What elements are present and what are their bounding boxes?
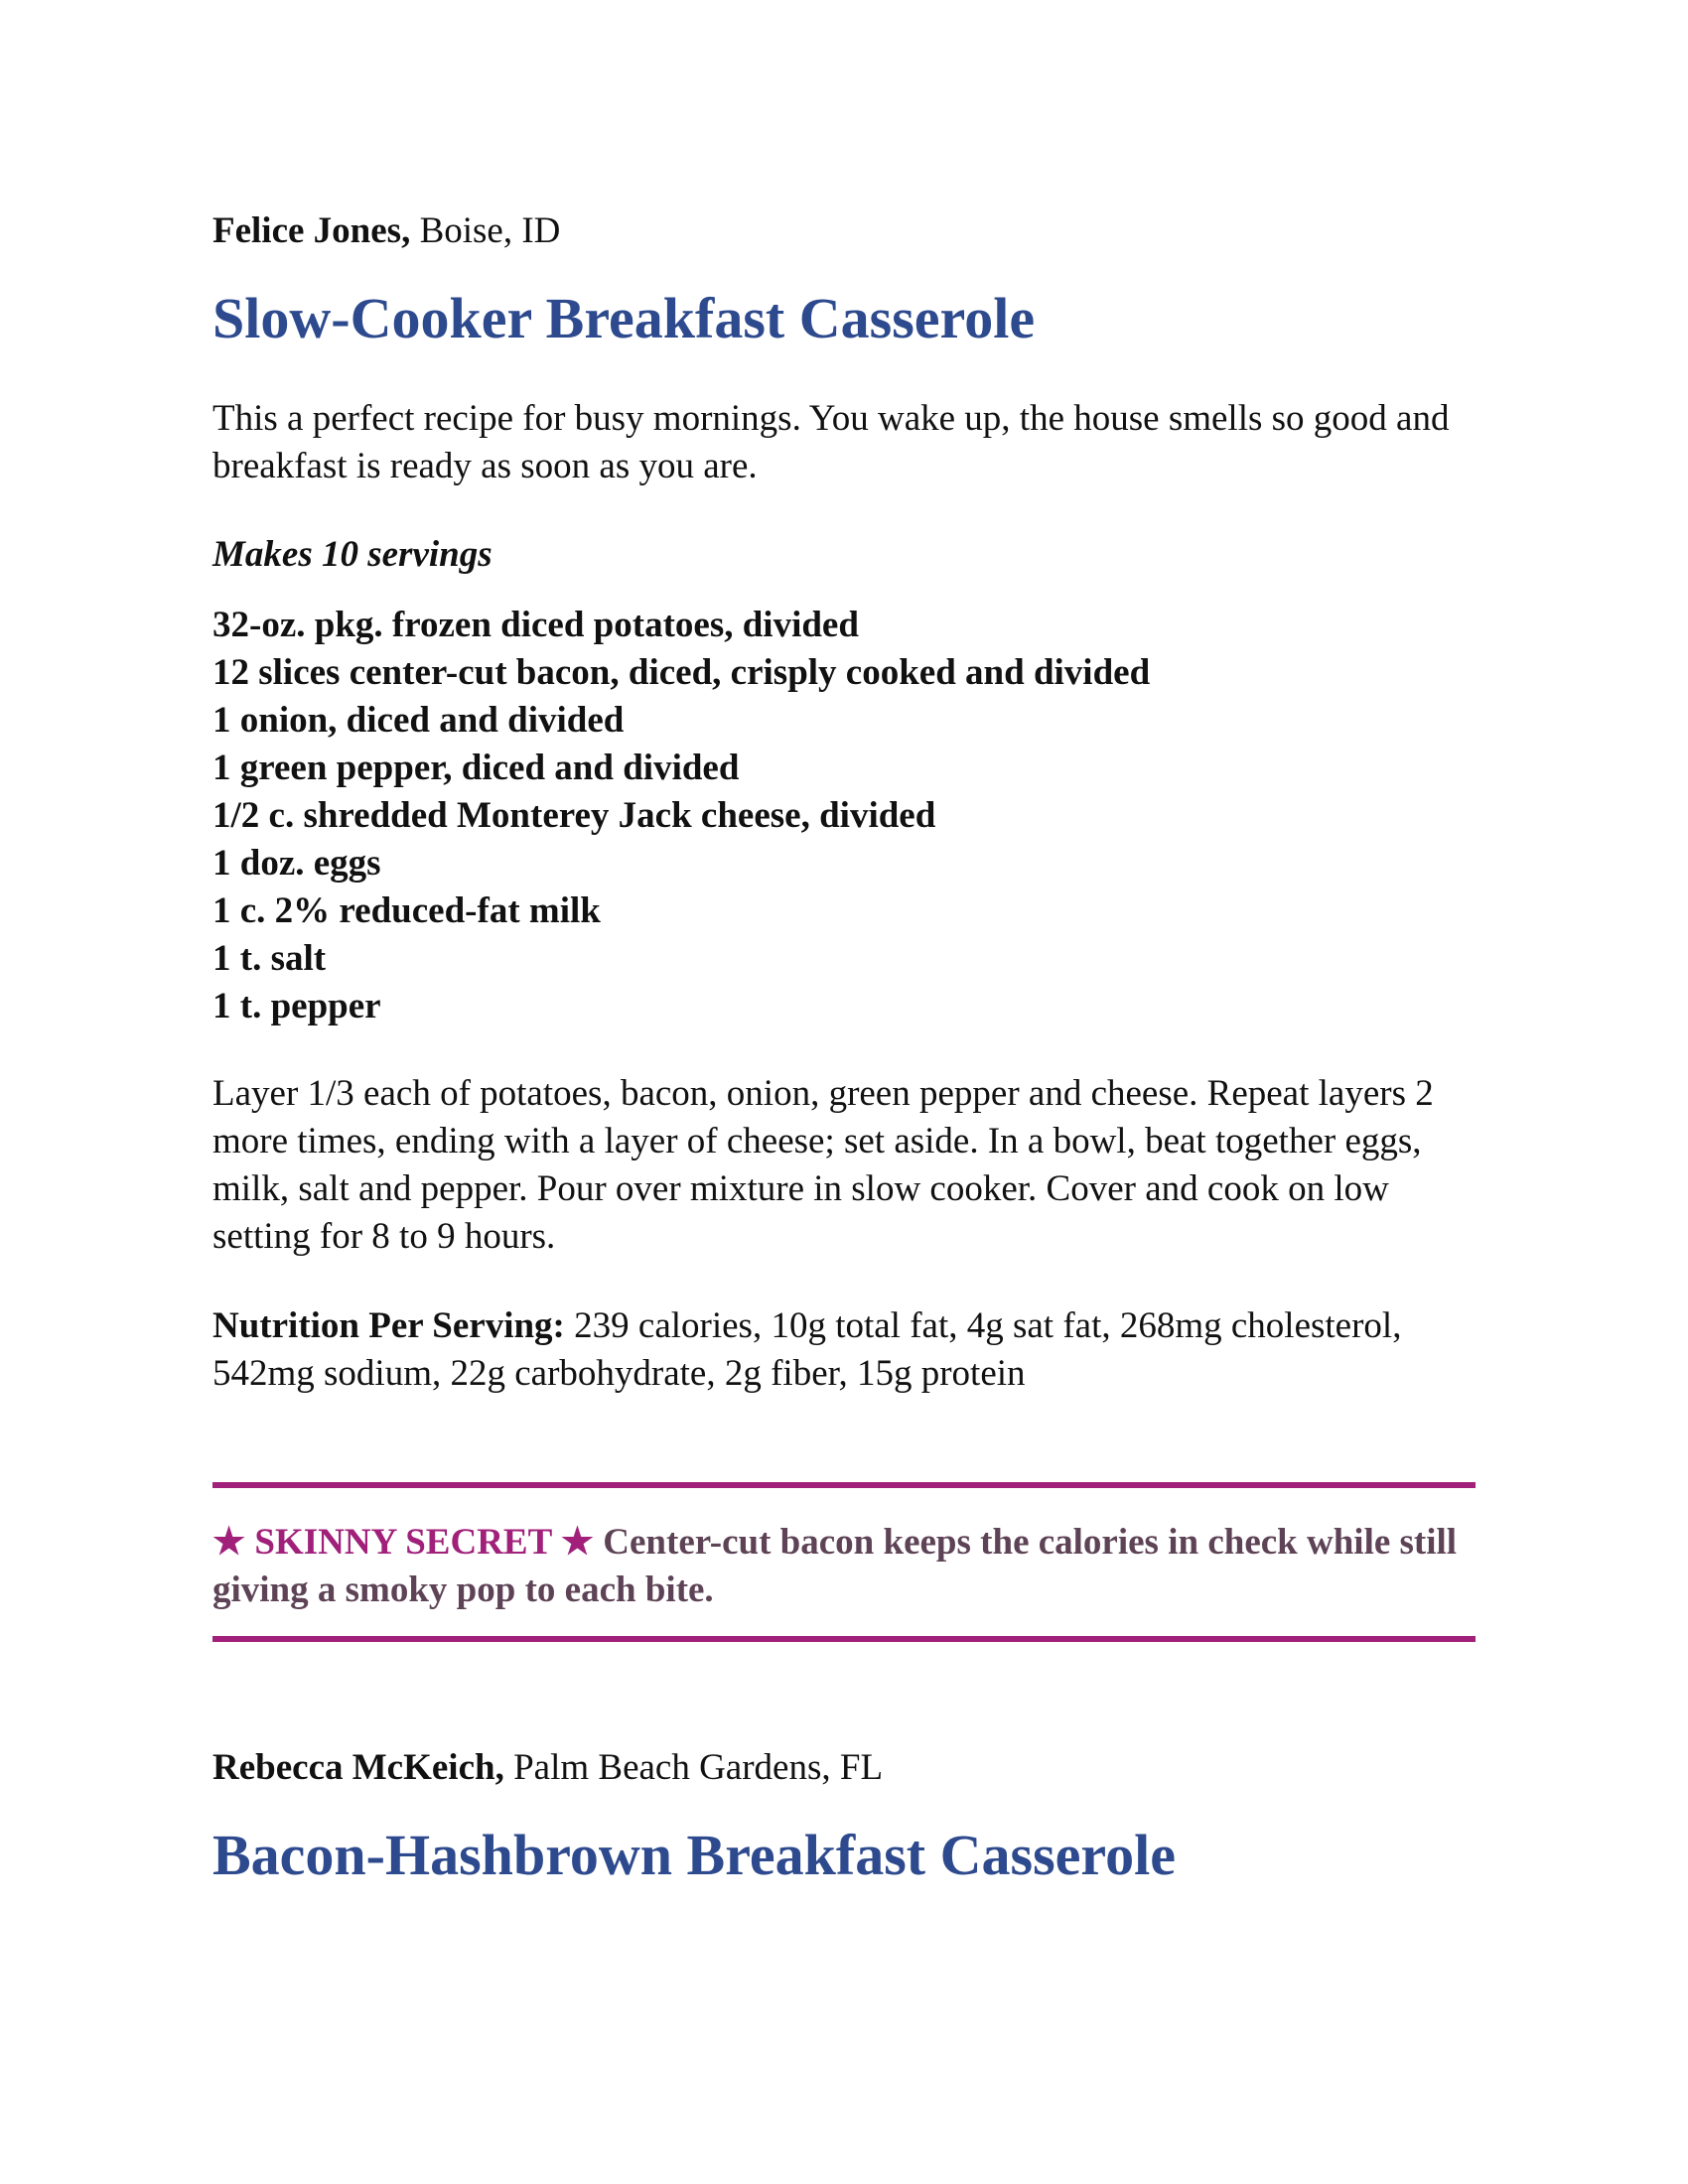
recipe2-location: Palm Beach Gardens, FL — [513, 1747, 884, 1788]
recipe2-author: Rebecca McKeich, — [212, 1747, 504, 1788]
recipe2-byline — [212, 1745, 883, 1791]
ingredient-item: 1 t. salt — [212, 938, 327, 979]
recipe1-byline — [212, 208, 560, 254]
recipe1-nutrition — [212, 1302, 1476, 1398]
skinny-secret-text: Center-cut bacon keeps the calories in check while still giving a smoky pop to each bite. — [212, 1522, 1458, 1610]
ingredient-item: 1 doz. eggs — [212, 843, 381, 884]
tip-top-divider — [212, 1482, 1476, 1488]
ingredient-item: 1 t. pepper — [212, 986, 381, 1026]
recipe2-title: Bacon-Hashbrown Breakfast Casserole — [212, 1823, 1176, 1887]
ingredient-item: 1 green pepper, diced and divided — [212, 748, 740, 788]
recipe1-directions: Layer 1/3 each of potatoes, bacon, onion, green pepper and cheese. Repeat layers 2 more times, ending with a layer of cheese; set aside. In a bowl, beat together eggs, milk, salt and pepper. Pour over mixture in slow cooker. Cover and cook on low setting for 8 to 9 hours. — [212, 1073, 1434, 1257]
ingredient-item: 1/2 c. shredded Monterey Jack cheese, divided — [212, 795, 936, 836]
tip-bottom-divider — [212, 1636, 1476, 1642]
recipe1-author: Felice Jones, — [212, 210, 411, 251]
skinny-secret-label: ★ SKINNY SECRET ★ — [212, 1522, 595, 1563]
skinny-secret-tip — [212, 1519, 1476, 1614]
recipe1-title: Slow-Cooker Breakfast Casserole — [212, 286, 1036, 350]
ingredient-item: 1 c. 2% reduced-fat milk — [212, 890, 601, 931]
recipe1-intro: This a perfect recipe for busy mornings. You wake up, the house smells so good and breakfast is ready as soon as you are. — [212, 398, 1450, 486]
recipe1-location: Boise, ID — [419, 210, 561, 251]
recipe1-servings: Makes 10 servings — [212, 534, 492, 575]
recipe1-ingredient-list — [212, 602, 1150, 1030]
ingredient-item: 32-oz. pkg. frozen diced potatoes, divided — [212, 605, 859, 645]
ingredient-item: 1 onion, diced and divided — [212, 700, 625, 741]
nutrition-text: 239 calories, 10g total fat, 4g sat fat, 268mg cholesterol, 542mg sodium, 22g carbohydrate, 2g fiber, 15g protein — [212, 1305, 1402, 1394]
ingredient-item: 12 slices center-cut bacon, diced, crisply cooked and divided — [212, 652, 1151, 693]
nutrition-label: Nutrition Per Serving: — [212, 1305, 565, 1346]
